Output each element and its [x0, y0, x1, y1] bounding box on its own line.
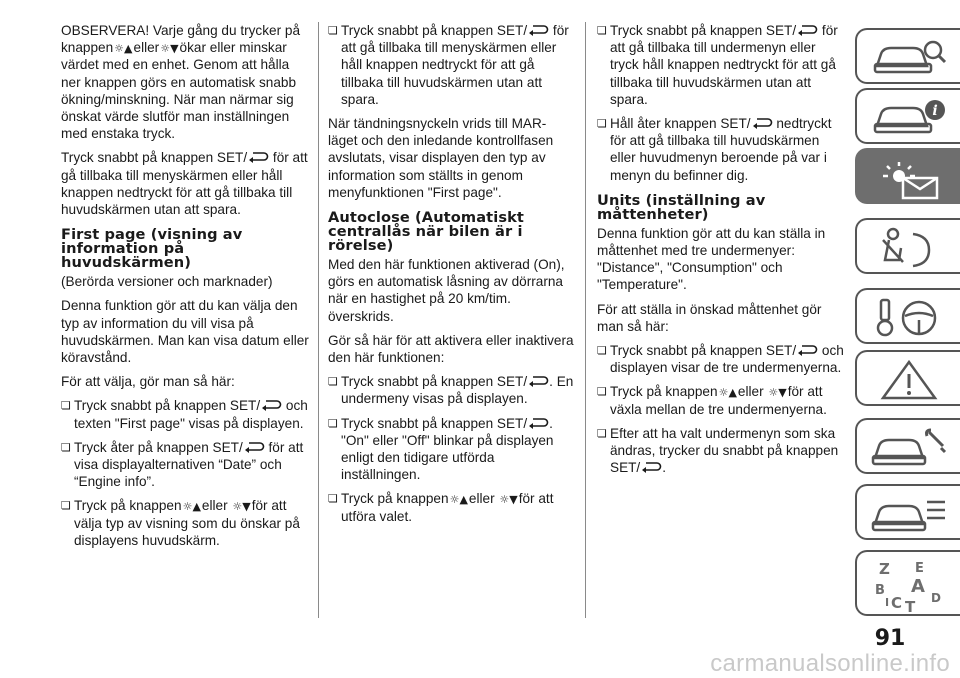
return-arrow-icon — [260, 400, 282, 411]
svg-text:A: A — [911, 576, 925, 597]
first-page-howto: För att välja, gör man så här: — [61, 374, 235, 390]
return-arrow-icon — [527, 25, 549, 36]
note-paragraph: OBSERVERA! Varje gång du trycker på knappen☼▲eller☼▼ökar eller minskar värdet med en enhet. Genom att hålla ner knappen görs en automatisk snabb ökning/minskning. När man närmar sig önskat värde slutför man inställningen med enstaka tryck. — [61, 23, 301, 142]
alphabet-index-icon — [869, 558, 949, 614]
tab-car-overview[interactable] — [855, 28, 960, 84]
dimmer-down-button-icon: ☼▼ — [499, 493, 518, 507]
bullet-item: ❏ Tryck på knappen☼▲eller ☼▼för att växla mellan de tre undermenyerna. — [597, 383, 847, 417]
seatbelt-airbag-icon — [869, 226, 949, 270]
dimmer-down-button-icon: ☼▼ — [160, 42, 179, 56]
return-arrow-icon — [247, 152, 269, 163]
dimmer-up-button-icon: ☼▲ — [182, 500, 201, 514]
tab-index[interactable] — [855, 550, 960, 616]
dimmer-down-button-icon: ☼▼ — [232, 500, 251, 514]
car-wrench-icon — [869, 426, 949, 470]
set-return-paragraph: Tryck snabbt på knappen SET/ för att gå tillbaka till menyskärmen eller håll knappen nedtryckt för att gå tillbaka till huvudskärmen utan att spara. — [61, 150, 308, 218]
bullet-item: ❏ Efter att ha valt undermenyn som ska ändras, trycker du snabbt på knappen SET/ . — [597, 425, 847, 477]
units-howto: För att ställa in önskad måttenhet gör man så här: — [597, 301, 822, 334]
return-arrow-icon — [751, 118, 773, 129]
dimmer-up-button-icon: ☼▲ — [114, 42, 133, 56]
tab-dashboard-lights[interactable] — [855, 148, 960, 204]
return-arrow-icon — [796, 25, 818, 36]
dimmer-up-button-icon: ☼▲ — [449, 493, 468, 507]
column-divider — [585, 22, 586, 618]
bullet-item: ❏ Tryck åter på knappen SET/ för att visa displayalternativen “Date” och “Engine info”. — [61, 439, 309, 491]
heading-autoclose: Autoclose (Automatiskt centrallås när bilen är i rörelse) — [328, 209, 524, 255]
autoclose-howto: Gör så här för att aktivera eller inaktivera den här funktionen: — [328, 332, 574, 366]
tab-starting-driving[interactable] — [855, 288, 960, 344]
svg-text:D: D — [931, 591, 941, 605]
dimmer-up-button-icon: ☼▲ — [718, 386, 737, 400]
svg-text:I: I — [885, 596, 890, 609]
svg-text:Z: Z — [879, 560, 890, 578]
bullet-item: ❏ Tryck på knappen☼▲eller ☼▼för att välja typ av visning som du önskar på displayens huvudskärm. — [61, 497, 309, 549]
car-info-icon — [869, 96, 949, 140]
tab-maintenance[interactable] — [855, 418, 960, 474]
bullet-item: ❏ Tryck snabbt på knappen SET/ . "On" eller "Off" blinkar på displayen enligt den tidigare utförda inställningen. — [328, 415, 574, 484]
svg-text:C: C — [891, 594, 903, 612]
bullet-item: ❏ Tryck snabbt på knappen SET/ för att gå tillbaka till menyskärmen eller håll knappen nedtryckt för att gå tillbaka till huvudskärmen utan att spara. — [328, 22, 574, 108]
svg-text:T: T — [905, 598, 916, 614]
subheading-first-page: (Berörda versioner och marknader) — [61, 274, 273, 290]
first-page-desc: Denna funktion gör att du kan välja den typ av information du vill visa på huvudskärmen. Man kan visa datum eller köravstånd. — [61, 298, 309, 366]
bullet-item: ❏ Håll åter knappen SET/ nedtryckt för att gå tillbaka till huvudskärmen eller huvudmenyn beroende på var i menyn du befinner dig. — [597, 115, 847, 184]
heading-units: Units (inställning av måttenheter) — [597, 191, 766, 223]
return-arrow-icon — [527, 418, 549, 429]
dimmer-down-button-icon: ☼▼ — [768, 386, 787, 400]
bullet-item: ❏ Tryck snabbt på knappen SET/ och displayen visar de tre undermenyerna. — [597, 342, 847, 376]
warning-triangle-icon — [869, 358, 949, 402]
warning-lights-envelope-icon — [869, 156, 949, 200]
ignition-paragraph: När tändningsnyckeln vrids till MAR-läget och den inledande kontrollfasen avslutats, visar displayen den typ av information som ställts in genom menyfunktionen "First page". — [328, 116, 554, 200]
bullet-item: ❏ Tryck snabbt på knappen SET/ och texten "First page" visas på displayen. — [61, 397, 309, 431]
watermark: carmanualsonline.info — [710, 650, 950, 677]
autoclose-desc: Med den här funktionen aktiverad (On), görs en automatisk låsning av dörrarna när en hastighet på 20 km/tim. överskrids. — [328, 257, 565, 324]
tab-safety[interactable] — [855, 218, 960, 274]
return-arrow-icon — [243, 442, 265, 453]
tab-car-info[interactable] — [855, 88, 960, 144]
svg-text:B: B — [875, 583, 885, 598]
column-middle — [328, 22, 574, 532]
return-arrow-icon — [640, 462, 662, 473]
return-arrow-icon — [527, 376, 549, 387]
units-desc: Denna funktion gör att du kan ställa in måttenhet med tre undermenyer: "Distance", "Consumption" och "Temperature". — [597, 225, 826, 293]
tab-technical-data[interactable] — [855, 484, 960, 540]
svg-text:E: E — [915, 561, 924, 576]
car-magnifier-icon — [869, 36, 949, 80]
column-right — [597, 22, 847, 483]
car-specs-icon — [869, 492, 949, 536]
bullet-item: ❏ Tryck snabbt på knappen SET/ för att gå tillbaka till undermenyn eller tryck håll knappen nedtryckt för att gå tillbaka till huvudskärmen utan att spara. — [597, 22, 847, 108]
heading-first-page: First page (visning av information på huvudskärmen) — [61, 226, 243, 272]
tab-emergency[interactable] — [855, 350, 960, 406]
key-steering-wheel-icon — [869, 296, 949, 340]
svg-text:i: i — [932, 103, 938, 119]
return-arrow-icon — [796, 345, 818, 356]
bullet-item: ❏ Tryck snabbt på knappen SET/ . En undermeny visas på displayen. — [328, 373, 574, 407]
column-divider — [318, 22, 319, 618]
page-number: 91 — [874, 626, 906, 651]
bullet-item: ❏ Tryck på knappen☼▲eller ☼▼för att utföra valet. — [328, 490, 574, 524]
column-left — [61, 22, 309, 556]
